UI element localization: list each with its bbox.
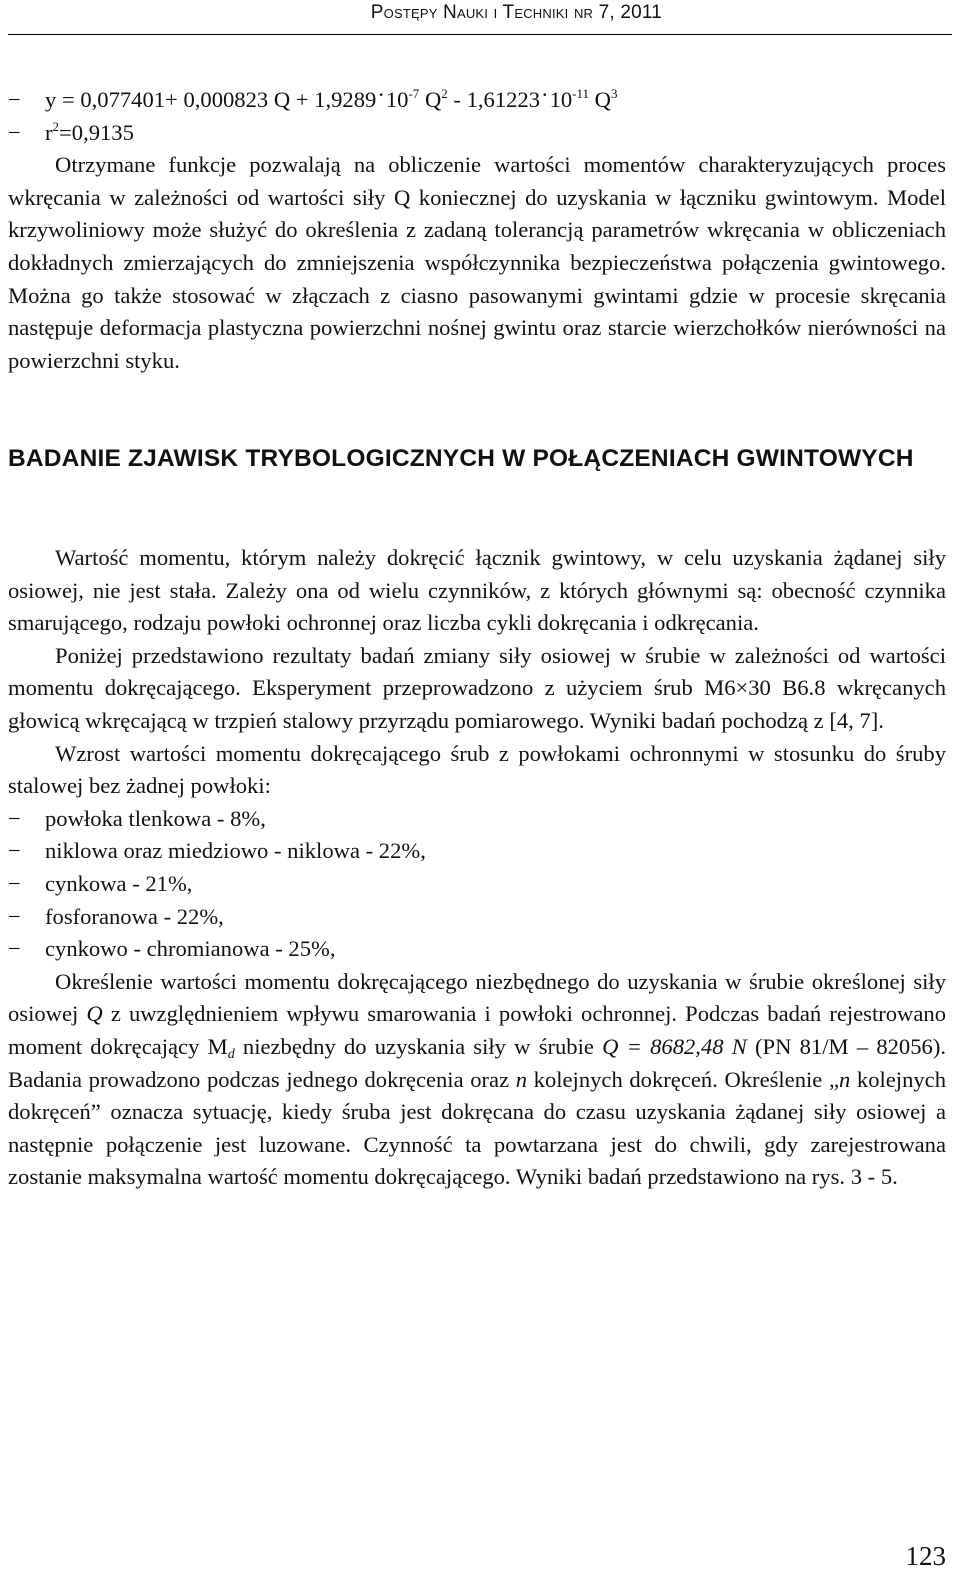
paragraph: [8, 966, 946, 1194]
list-item-text: powłoka tlenkowa - 8%,: [45, 805, 266, 831]
text-run: Określenie wartości momentu dokręcającego niezbędnego do uzyskania w śrubie określonej siły osiowej: [8, 968, 946, 1027]
section-body: [8, 542, 946, 1194]
dash-bullet: −: [8, 805, 21, 831]
dash-bullet: −: [8, 87, 21, 112]
paragraph: Otrzymane funkcje pozwalają na obliczenie wartości momentów charakteryzujących proces wkręcania w zależności od wartości siły Q koniecznej do uzyskania w łączniku gwintowym. Model krzywoliniowy może służyć do określenia z zadaną tolerancją parametrów wkręcania w obliczeniach dokładnych zmierzających do zmniejszenia współczynnika bezpieczeństwa połączenia gwintowego. Można go także stosować w złączach z ciasno pasowanymi gwintami gdzie w procesie skręcania następuje deformacja plastyczna powierzchni nośnej gwintu oraz starcie wierzchołków nierówności na powierzchni styku.: [8, 152, 946, 373]
multiply-dot: ·: [377, 82, 385, 107]
symbol-n: n: [838, 1066, 851, 1092]
text-run: kolejnych dokręceń” oznacza sytuację, kiedy śruba jest dokręcana do czasu uzyskania żądanej siły osiowej a następnie połączenie jest luzowane. Czynność ta powtarzana jest do chwili, gdy zarejestrowana zostanie maksymalna wartość momentu dokręcającego. Wyniki badań przedstawiono na rys. 3 - 5.: [8, 1066, 946, 1190]
header-rule: [8, 34, 952, 35]
dash-bullet: −: [8, 838, 21, 864]
r-squared-line: [8, 117, 946, 150]
section-heading: BADANIE ZJAWISK TRYBOLOGICZNYCH W POŁĄCZENIACH GWINTOWYCH: [8, 445, 914, 472]
paragraph: Poniżej przedstawiono rezultaty badań zmiany siły osiowej w śrubie w zależności od wartości momentu dokręcającego. Eksperyment przeprowadzono z użyciem śrub M6×30 B6.8 wkręcanych głowicą wkręcającą w trzpień stalowy przyrządu pomiarowego. Wyniki badań pochodzą z [4, 7].: [8, 642, 946, 733]
equation-exponent: -11: [572, 86, 590, 101]
equation-ten: 10: [549, 87, 573, 112]
dash-bullet: −: [8, 936, 21, 962]
symbol-q: Q: [86, 1001, 103, 1027]
multiply-dot: ·: [541, 82, 549, 107]
dash-bullet: −: [8, 903, 21, 929]
equation-prefix: y = 0,077401+ 0,000823 Q + 1,9289: [45, 87, 377, 112]
text-run: niezbędny do uzyskania siły w śrubie: [234, 1033, 603, 1059]
equation-ten: 10: [385, 87, 409, 112]
list-item-text: cynkowo - chromianowa - 25%,: [45, 936, 336, 962]
text-run: kolejnych dokręceń. Określenie „: [527, 1066, 839, 1092]
list-item-text: cynkowa - 21%,: [45, 870, 193, 896]
text-run: (PN 81/M – 82056). Badania prowadzono podczas jednego dokręcenia oraz: [8, 1033, 946, 1092]
equation-exponent: 3: [610, 86, 618, 101]
symbol-n: n: [515, 1066, 528, 1092]
page-number: 123: [905, 1541, 946, 1571]
dash-bullet: −: [8, 119, 21, 145]
running-header: Postępy Nauki i Techniki nr 7, 2011: [370, 2, 662, 23]
equation-term: - 1,61223: [447, 87, 541, 112]
list-item: [8, 803, 946, 836]
force-value: Q = 8682,48 N: [602, 1033, 747, 1059]
subscript-d: d: [227, 1046, 235, 1062]
equation-q: Q: [419, 87, 442, 112]
list-item: [8, 835, 946, 868]
equation-q: Q: [589, 87, 611, 112]
r-squared-value: =0,9135: [59, 119, 134, 145]
r-exponent: 2: [52, 118, 60, 134]
equation-exponent: 2: [441, 86, 448, 101]
list-item: [8, 933, 946, 966]
list-item: [8, 901, 946, 934]
equation-exponent: -7: [408, 86, 420, 101]
equation-line: [8, 84, 946, 117]
coating-list: [8, 803, 946, 966]
r-symbol: r: [45, 119, 53, 145]
dash-bullet: −: [8, 870, 21, 896]
paragraph: Wzrost wartości momentu dokręcającego śrub z powłokami ochronnymi w stosunku do śruby stalowej bez żadnej powłoki:: [8, 740, 946, 799]
text-run: z uwzględnieniem wpływu smarowania i powłoki ochronnej. Podczas badań rejestrowano moment dokręcający M: [8, 1001, 946, 1059]
list-item: [8, 868, 946, 901]
list-item-text: fosforanowa - 22%,: [45, 903, 224, 929]
formula-block: [8, 84, 946, 377]
paragraph: Wartość momentu, którym należy dokręcić łącznik gwintowy, w celu uzyskania żądanej siły osiowej, nie jest stała. Zależy ona od wielu czynników, z których głównymi są: obecność czynnika smarującego, rodzaju powłoki ochronnej oraz liczba cykli dokręcania i odkręcania.: [8, 545, 946, 636]
list-item-text: niklowa oraz miedziowo - niklowa - 22%,: [45, 838, 426, 864]
